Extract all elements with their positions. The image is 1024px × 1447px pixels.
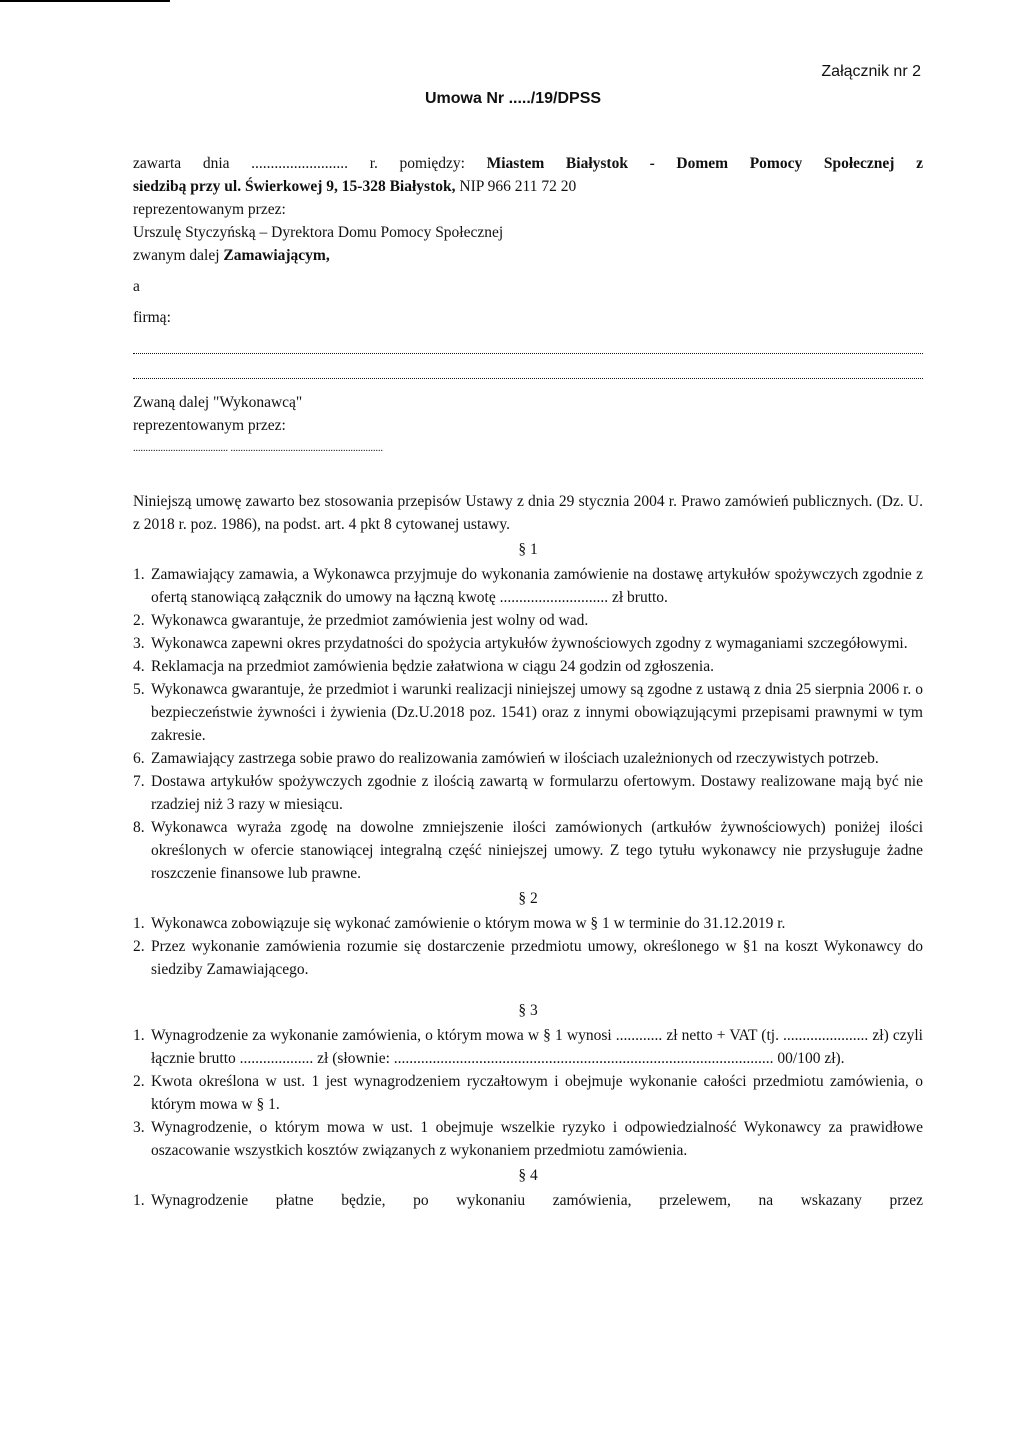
item-number: 8.: [133, 819, 145, 836]
item-text: Zamawiający zamawia, a Wykonawca przyjmuje do wykonania zamówienie na dostawę artykułów spożywczych zgodnie z ofertą stanowiącą załącznik do umowy na łączną kwotę ............................ zł brutto.: [151, 566, 923, 606]
item-text: Wynagrodzenie za wykonanie zamówienia, o którym mowa w § 1 wynosi ............ zł netto + VAT (tj. ...................... zł) czyli łącznie brutto ................... zł (słownie: .................................................................................................. 00/100 zł).: [151, 1027, 923, 1067]
spacer: [133, 460, 923, 490]
list-item: [133, 563, 923, 609]
item-text: Wykonawca gwarantuje, że przedmiot zamówienia jest wolny od wad.: [151, 612, 589, 629]
section-heading-3: § 3: [518, 1002, 538, 1019]
spacer: [133, 298, 923, 306]
preamble: Niniejszą umowę zawarto bez stosowania przepisów Ustawy z dnia 29 stycznia 2004 r. Prawo zamówień publicznych. (Dz. U. z 2018 r. poz. 1986), na podst. art. 4 pkt 8 cytowanej ustawy.: [133, 493, 923, 533]
attachment-label: Załącznik nr 2: [821, 63, 921, 80]
section-4-list: [133, 1189, 923, 1212]
list-item: [133, 816, 923, 885]
list-item: [133, 1116, 923, 1162]
item-number: 6.: [133, 750, 145, 767]
contract-body: [133, 152, 923, 1212]
intro-line-3: reprezentowanym przez:: [133, 201, 286, 218]
intro-line-7: firmą:: [133, 309, 171, 326]
section-heading-1: § 1: [518, 541, 538, 558]
section-3-list: [133, 1024, 923, 1162]
item-number: 1.: [133, 1192, 145, 1209]
item-text: Wynagrodzenie płatne będzie, po wykonaniu zamówienia, przelewem, na wskazany przez: [151, 1192, 923, 1209]
item-text: Wykonawca zapewni okres przydatności do spożycia artykułów żywnościowych zgodny z wymaganiami szczegółowymi.: [151, 635, 908, 652]
item-text: Reklamacja na przedmiot zamówienia będzie załatwiona w ciągu 24 godzin od zgłoszenia.: [151, 658, 714, 675]
item-number: 3.: [133, 1119, 145, 1136]
item-text: Wykonawca zobowiązuje się wykonać zamówienie o którym mowa w § 1 w terminie do 31.12.2019 r.: [151, 915, 786, 932]
item-text: Dostawa artykułów spożywczych zgodnie z ilością zawartą w formularzu ofertowym. Dostawy realizowane mają być nie rzadziej niż 3 razy w miesiącu.: [151, 773, 923, 813]
spacer: [133, 981, 923, 997]
list-item: [133, 912, 923, 935]
ordering-party: Zamawiającym,: [223, 247, 330, 264]
item-number: 2.: [133, 612, 145, 629]
intro-line-8: Zwaną dalej "Wykonawcą": [133, 394, 303, 411]
item-text: Wykonawca gwarantuje, że przedmiot i warunki realizacji niniejszej umowy są zgodne z ustawą z dnia 25 sierpnia 2006 r. o bezpieczeństwie żywności i żywienia (Dz.U.2018 poz. 1541) oraz z innymi obowiązującymi przepisami prawnymi w tym zakresie.: [151, 681, 923, 744]
item-number: 1.: [133, 1027, 145, 1044]
firm-fill-line-2: [133, 366, 923, 379]
party-nip: NIP 966 211 72 20: [455, 178, 577, 195]
item-number: 5.: [133, 681, 145, 698]
contract-title: Umowa Nr ...../19/DPSS: [425, 90, 602, 107]
section-1-list: [133, 563, 923, 885]
item-number: 7.: [133, 773, 145, 790]
section-heading-2: § 2: [518, 890, 538, 907]
party-name: Miastem Białystok - Domem Pomocy Społecznej z: [486, 155, 923, 172]
item-text: Wynagrodzenie, o którym mowa w ust. 1 obejmuje wszelkie ryzyko i odpowiedzialność Wykonawcy za prawidłowe oszacowanie wszystkich kosztów związanych z wykonaniem przedmiotu zamówienia.: [151, 1119, 923, 1159]
section-2-list: [133, 912, 923, 981]
list-item: [133, 1189, 923, 1212]
item-number: 3.: [133, 635, 145, 652]
list-item: [133, 1070, 923, 1116]
item-text: Kwota określona w ust. 1 jest wynagrodzeniem ryczałtowym i obejmuje wykonanie całości przedmiotu zamówienia, o którym mowa w § 1.: [151, 1073, 923, 1113]
item-text: Zamawiający zastrzega sobie prawo do realizowania zamówień w ilościach uzależnionych od rzeczywistych potrzeb.: [151, 750, 879, 767]
firm-fill-line-1: [133, 341, 923, 354]
scan-edge-line: [0, 0, 170, 2]
intro-line-5: [133, 244, 923, 267]
section-heading-4: § 4: [518, 1167, 538, 1184]
list-item: [133, 747, 923, 770]
party-address: siedzibą przy ul. Świerkowej 9, 15-328 Białystok,: [133, 178, 456, 195]
list-item: [133, 1024, 923, 1070]
list-item: [133, 655, 923, 678]
list-item: [133, 935, 923, 981]
intro-line-2: [133, 175, 923, 198]
intro-line-1: [133, 152, 923, 175]
intro-block: [133, 152, 923, 460]
item-number: 2.: [133, 1073, 145, 1090]
spacer: [133, 267, 923, 275]
item-number: 4.: [133, 658, 145, 675]
intro-text: zwanym dalej: [133, 247, 224, 264]
intro-line-6: a: [133, 278, 140, 295]
intro-line-9: reprezentowanym przez:: [133, 417, 286, 434]
intro-line-4: Urszulę Styczyńską – Dyrektora Domu Pomocy Społecznej: [133, 224, 504, 241]
item-text: Przez wykonanie zamówienia rozumie się dostarczenie przedmiotu umowy, określonego w §1 na koszt Wykonawcy do siedziby Zamawiającego.: [151, 938, 923, 978]
list-item: [133, 770, 923, 816]
list-item: [133, 678, 923, 747]
intro-line-10: ...................................... .............................................................: [133, 443, 383, 454]
list-item: [133, 632, 923, 655]
intro-text: zawarta dnia ......................... r. pomiędzy:: [133, 155, 487, 172]
list-item: [133, 609, 923, 632]
item-text: Wykonawca wyraża zgodę na dowolne zmniejszenie ilości zamówionych (artkułów żywnościowych) poniżej ilości określonych w ofercie stanowiącej integralną część niniejszej umowy. Z tego tytułu wykonawcy nie przysługuje żadne roszczenie finansowe lub prawne.: [151, 819, 923, 882]
item-number: 1.: [133, 566, 145, 583]
item-number: 1.: [133, 915, 145, 932]
item-number: 2.: [133, 938, 145, 955]
